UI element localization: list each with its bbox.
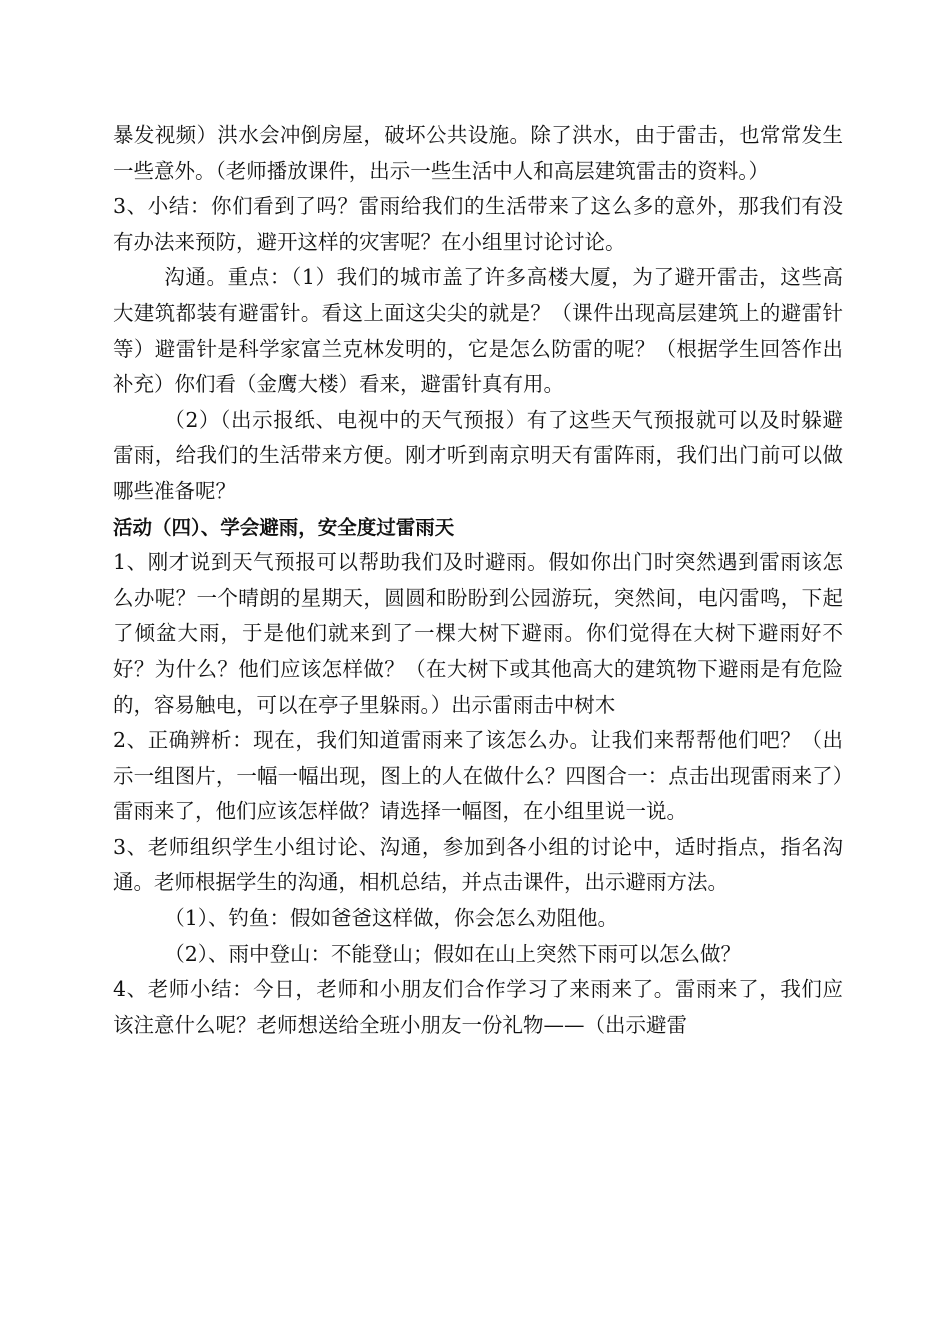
paragraph-lightning-rod: 沟通。重点：（1）我们的城市盖了许多高楼大厦，为了避开雷击，这些高大建筑都装有避雷针。看这上面这尖尖的就是？（课件出现高层建筑上的避雷针等）避雷针是科学家富兰克林发明的，它是怎么防雷的呢？（根据学生回答作出补充）你们看（金鹰大楼）看来，避雷针真有用。 bbox=[113, 265, 843, 397]
section-heading-activity-4: 活动（四）、学会避雨，安全度过雷雨天 bbox=[113, 515, 455, 539]
paragraph-avoid-rain-2: 2、正确辨析：现在，我们知道雷雨来了该怎么办。让我们来帮帮他们吧？（出示一组图片，一幅一幅出现，图上的人在做什么？四图合一：点击出现雷雨来了）雷雨来了，他们应该怎样做？请选择一幅图，在小组里说一说。 bbox=[113, 728, 843, 824]
paragraph-flood-intro: 暴发视频）洪水会冲倒房屋，破坏公共设施。除了洪水，由于雷击，也常常发生一些意外。（老师播放课件，出示一些生活中人和高层建筑雷击的资料。） bbox=[113, 123, 843, 183]
paragraph-teacher-summary: 4、老师小结：今日，老师和小朋友们合作学习了来雨来了。雷雨来了，我们应该注意什么呢？老师想送给全班小朋友一份礼物——（出示避雷 bbox=[113, 977, 843, 1037]
document-page bbox=[113, 118, 843, 1043]
paragraph-fishing: （1）、钓鱼：假如爸爸这样做，你会怎么劝阻他。 bbox=[164, 906, 619, 931]
paragraph-summary: 3、小结：你们看到了吗？雷雨给我们的生活带来了这么多的意外，那我们有没有办法来预防，避开这样的灾害呢？在小组里讨论讨论。 bbox=[113, 194, 843, 254]
paragraph-weather-forecast: （2）（出示报纸、电视中的天气预报）有了这些天气预报就可以及时躲避雷雨，给我们的生活带来方便。刚才听到南京明天有雷阵雨，我们出门前可以做哪些准备呢？ bbox=[113, 407, 843, 503]
paragraph-avoid-rain-1: 1、刚才说到天气预报可以帮助我们及时避雨。假如你出门时突然遇到雷雨该怎么办呢？一个晴朗的星期天，圆圆和盼盼到公园游玩，突然间，电闪雷鸣，下起了倾盆大雨，于是他们就来到了一棵大树下避雨。你们觉得在大树下避雨好不好？为什么？他们应该怎样做？（在大树下或其他高大的建筑物下避雨是有危险的，容易触电，可以在亭子里躲雨。）出示雷雨击中树木 bbox=[113, 550, 843, 717]
paragraph-climbing: （2）、雨中登山：不能登山；假如在山上突然下雨可以怎么做？ bbox=[164, 941, 742, 966]
paragraph-avoid-rain-3: 3、老师组织学生小组讨论、沟通，参加到各小组的讨论中，适时指点，指名沟通。老师根据学生的沟通，相机总结，并点击课件，出示避雨方法。 bbox=[113, 834, 843, 895]
